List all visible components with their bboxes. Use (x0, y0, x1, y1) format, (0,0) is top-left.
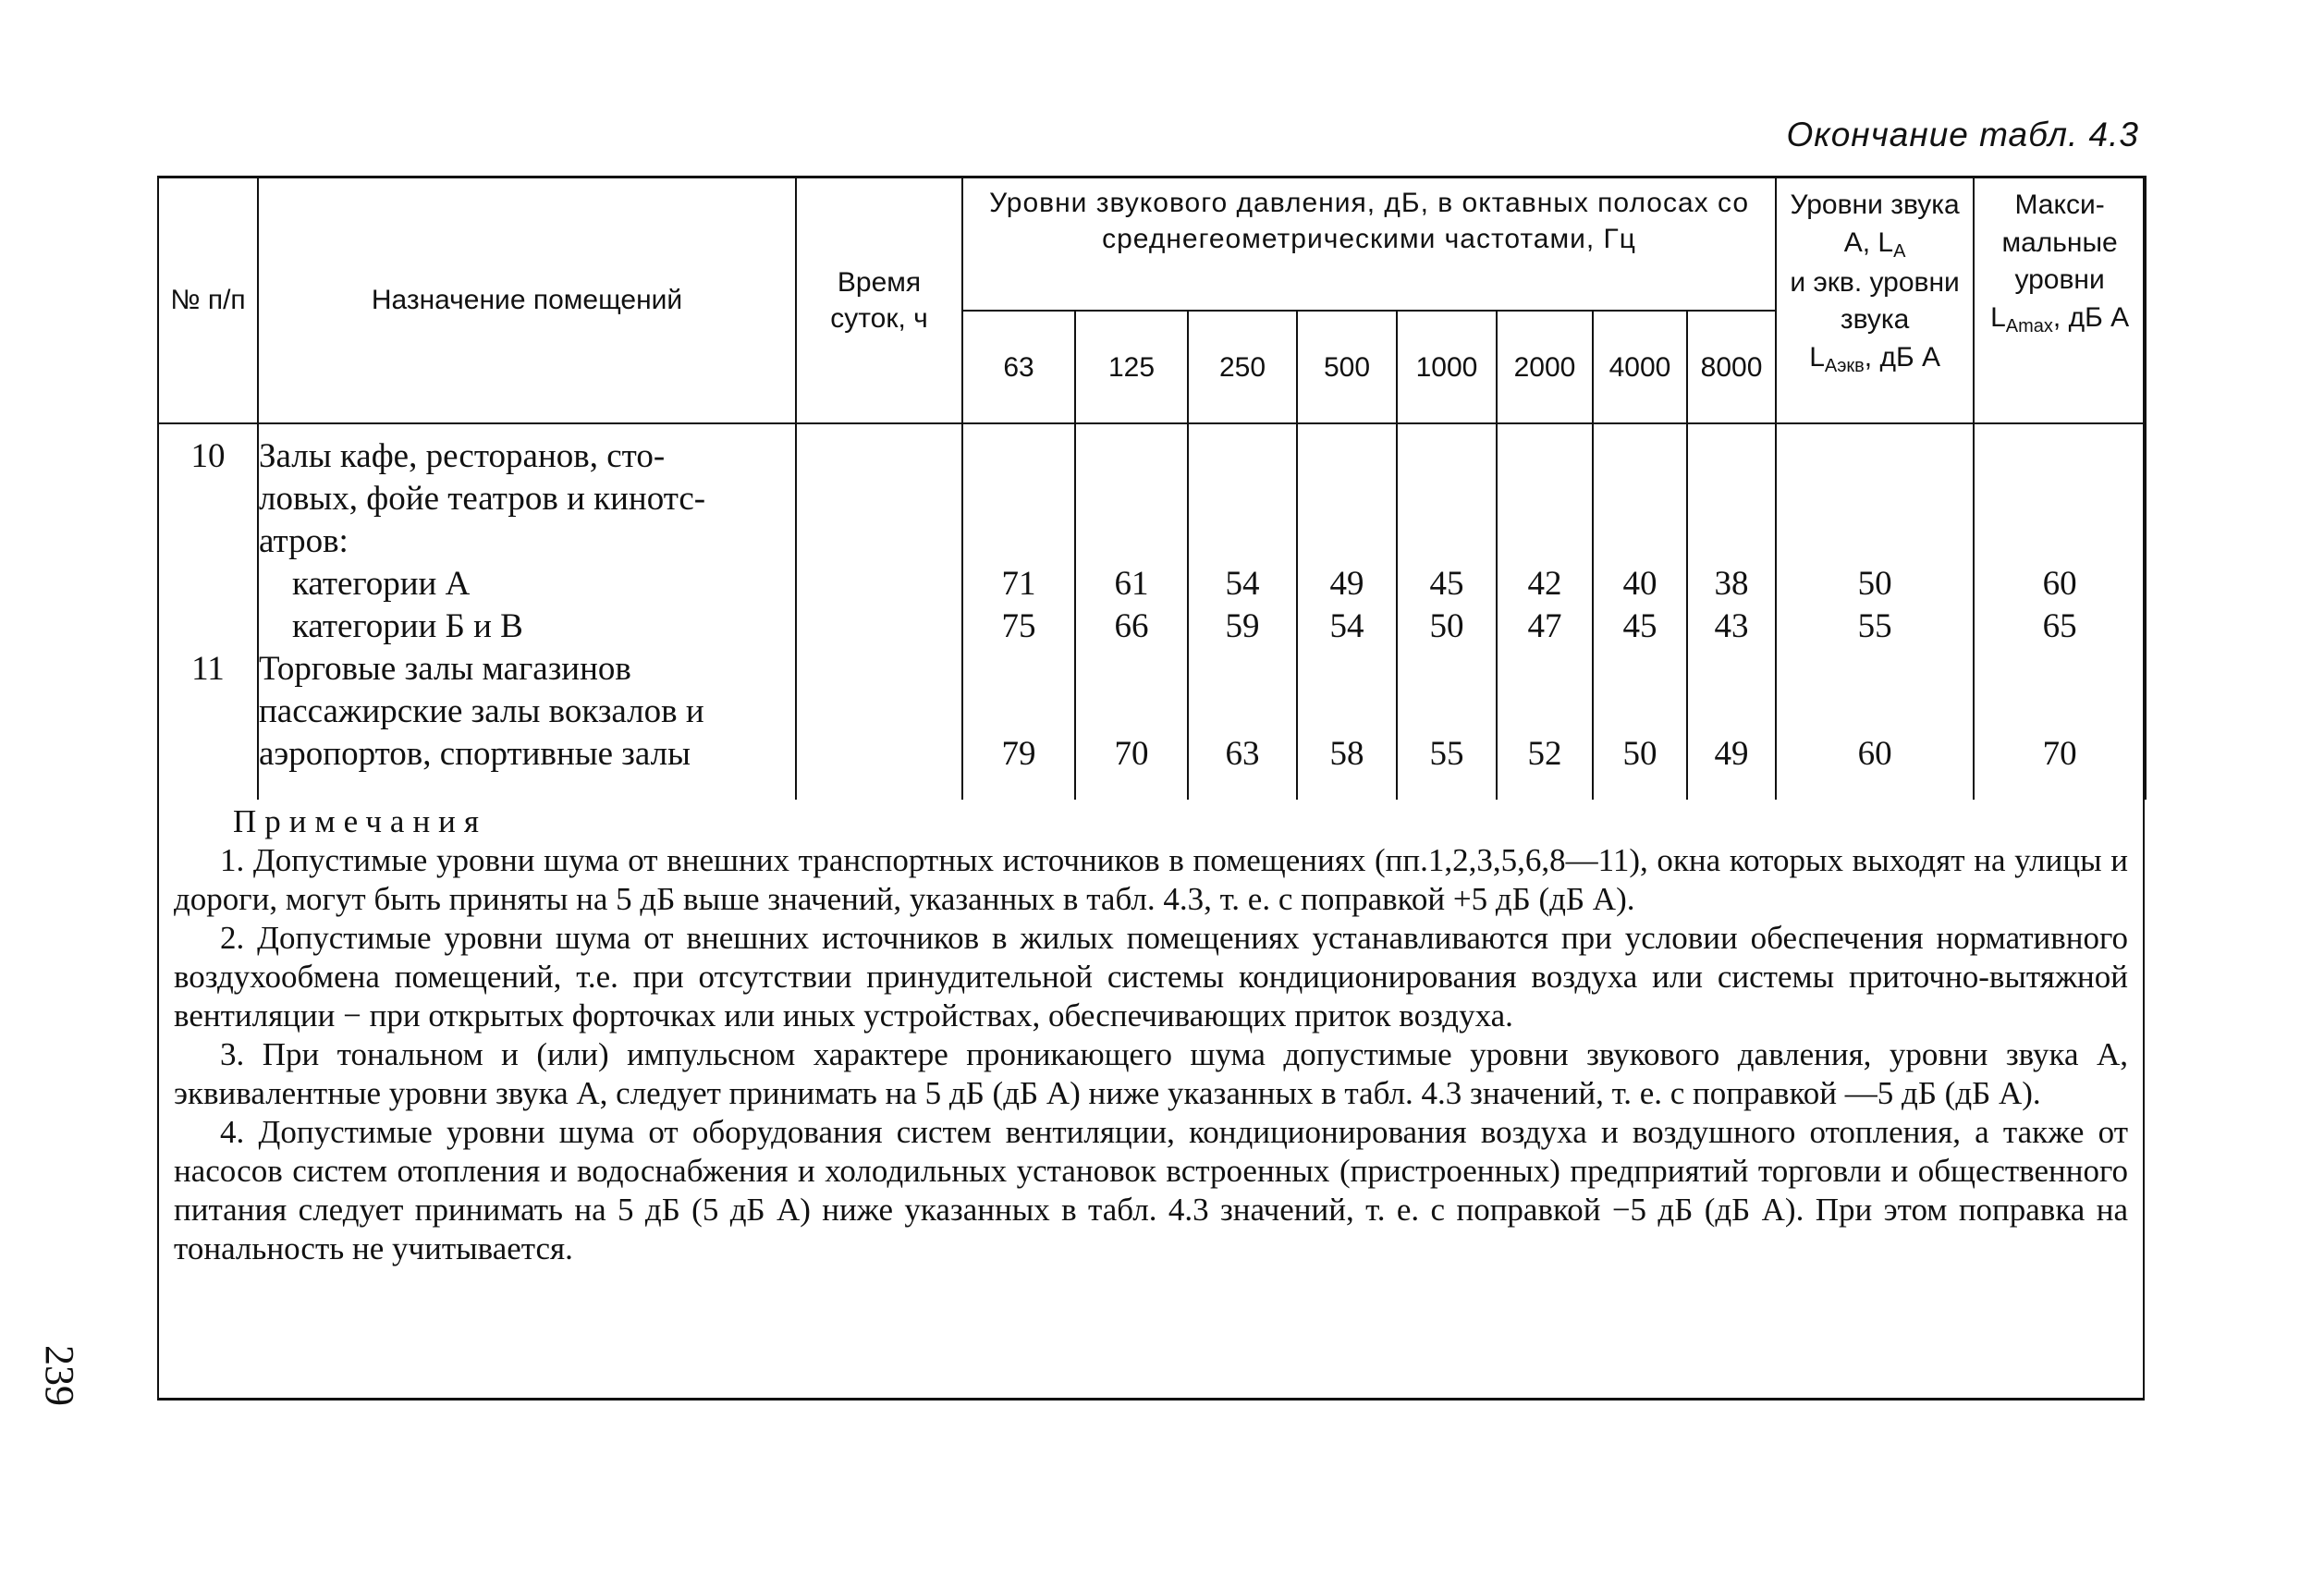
header-sound-level (1776, 177, 1974, 423)
time-cell (796, 423, 962, 800)
value-cell: 54 (1329, 607, 1364, 645)
value-cell: 60 (1857, 735, 1892, 773)
value-cell: 61 (1114, 565, 1149, 603)
value-col-max-level (1974, 423, 2146, 800)
room-11-line3: аэропортов, спортивные залы (259, 735, 691, 773)
header-freq-8000: 8000 (1687, 311, 1776, 423)
row-number-10: 10 (190, 437, 226, 475)
header-max-level-line2: L (1990, 301, 2006, 333)
table-row (158, 423, 2146, 800)
value-cell: 42 (1527, 565, 1562, 603)
value-cell: 47 (1527, 607, 1562, 645)
noise-norms-table (157, 176, 2147, 800)
value-cell: 71 (1001, 565, 1036, 603)
header-max-level-sub: Amax (2005, 315, 2053, 336)
room-10-line2: ловых, фойе театров и кинотс- (259, 480, 706, 518)
page-number: 239 (37, 1345, 82, 1406)
header-freq-125: 125 (1075, 311, 1188, 423)
room-11-line1: Торговые залы магазинов (259, 650, 631, 688)
value-col-8000 (1687, 423, 1776, 800)
value-cell: 40 (1622, 565, 1657, 603)
value-cell: 38 (1714, 565, 1749, 603)
value-col-125 (1075, 423, 1188, 800)
value-cell: 45 (1622, 607, 1657, 645)
header-num: № п/п (158, 177, 258, 423)
value-col-4000 (1593, 423, 1687, 800)
header-time: Время суток, ч (796, 177, 962, 423)
room-10-category-a: категории А (292, 565, 471, 603)
value-col-sound-level (1776, 423, 1974, 800)
header-sound-level-line4: , дБ A (1864, 341, 1941, 373)
room-10-line3: атров: (259, 522, 349, 560)
header-max-level (1974, 177, 2146, 423)
header-freq-500: 500 (1297, 311, 1397, 423)
room-10-category-bv: категории Б и В (292, 607, 523, 645)
value-cell: 50 (1622, 735, 1657, 773)
value-cell: 65 (2042, 607, 2077, 645)
note-4: 4. Допустимые уровни шума от оборудования систем вентиляции, кондиционирования воздуха и воздушного отопления, а также от насосов систем отопления и водоснабжения и холодильных установок встроенных (пристроенных) предприятий торговли и общественного питания следует принимать на 5 дБ (5 дБ А) ниже указанных в табл. 4.3 значений, т. е. с поправкой −5 дБ (дБ А). При этом поправка на тональность не учитывается. (174, 1114, 2128, 1266)
value-cell: 60 (2042, 565, 2077, 603)
value-cell: 58 (1329, 735, 1364, 773)
room-purpose-cell (258, 423, 796, 800)
header-freq-1000: 1000 (1397, 311, 1497, 423)
value-cell: 70 (1114, 735, 1149, 773)
header-freq-4000: 4000 (1593, 311, 1687, 423)
value-col-250 (1188, 423, 1297, 800)
value-cell: 75 (1001, 607, 1036, 645)
header-name: Назначение помещений (258, 177, 796, 423)
row-numbers (158, 423, 258, 800)
header-sound-level-sub1: A (1893, 240, 1906, 262)
header-freq-63: 63 (962, 311, 1075, 423)
value-cell: 43 (1714, 607, 1749, 645)
row-number-11: 11 (191, 650, 225, 688)
header-max-level-line3: , дБ A (2052, 301, 2130, 333)
header-sound-level-line1: Уровни звука A, L (1790, 190, 1960, 258)
value-cell: 50 (1429, 607, 1464, 645)
header-sound-level-sub3: Aэкв (1824, 355, 1865, 376)
value-cell: 49 (1714, 735, 1749, 773)
value-col-1000 (1397, 423, 1497, 800)
header-max-level-line1: Макси-мальные уровни (2001, 190, 2118, 295)
table-caption: Окончание табл. 4.3 (1786, 116, 2139, 153)
value-cell: 52 (1527, 735, 1562, 773)
value-col-63 (962, 423, 1075, 800)
value-cell: 55 (1857, 607, 1892, 645)
notes-section (174, 802, 2128, 1268)
room-10-line1: Залы кафе, ресторанов, сто- (259, 437, 666, 475)
header-sound-level-line2: и экв. уровни звука (1790, 266, 1960, 335)
value-cell: 55 (1429, 735, 1464, 773)
header-freq-2000: 2000 (1497, 311, 1593, 423)
header-freq-250: 250 (1188, 311, 1297, 423)
header-sound-level-line3: L (1809, 341, 1825, 373)
notes-title: Примечания (233, 803, 488, 839)
value-cell: 63 (1225, 735, 1260, 773)
value-cell: 54 (1225, 565, 1260, 603)
value-cell: 49 (1329, 565, 1364, 603)
header-octave-group: Уровни звукового давления, дБ, в октавных полосах со среднегеометрическими частотами, Гц (962, 177, 1776, 311)
value-cell: 45 (1429, 565, 1464, 603)
value-cell: 70 (2042, 735, 2077, 773)
note-2: 2. Допустимые уровни шума от внешних источников в жилых помещениях устанавливаются при условии обеспечения нормативного воздухообмена помещений, т.е. при отсутствии принудительной системы кондиционирования воздуха или системы приточно-вытяжной вентиляции − при открытых форточках или иных устройствах, обеспечивающих приток воздуха. (174, 920, 2128, 1034)
value-col-2000 (1497, 423, 1593, 800)
note-1: 1. Допустимые уровни шума от внешних транспортных источников в помещениях (пп.1,2,3,5,6,8—11), окна которых выходят на улицы и дороги, могут быть приняты на 5 дБ выше значений, указанных в табл. 4.3, т. е. с поправкой +5 дБ (дБ А). (174, 842, 2128, 917)
value-cell: 59 (1225, 607, 1260, 645)
value-cell: 79 (1001, 735, 1036, 773)
value-col-500 (1297, 423, 1397, 800)
value-cell: 50 (1857, 565, 1892, 603)
room-11-line2: пассажирские залы вокзалов и (259, 692, 704, 730)
note-3: 3. При тональном и (или) импульсном характере проникающего шума допустимые уровни звукового давления, уровни звука А, эквивалентные уровни звука А, следует принимать на 5 дБ (дБ А) ниже указанных в табл. 4.3 значений, т. е. с поправкой —5 дБ (дБ А). (174, 1036, 2128, 1111)
value-cell: 66 (1114, 607, 1149, 645)
